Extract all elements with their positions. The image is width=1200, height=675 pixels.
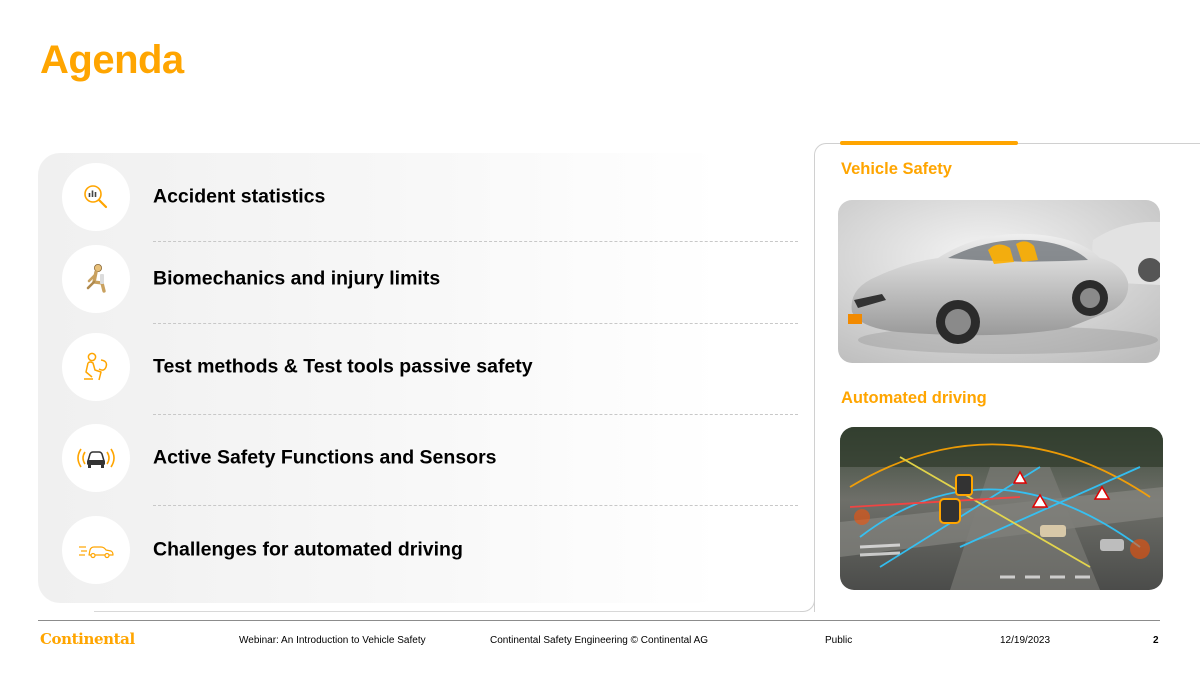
car-sensor-waves-icon — [62, 424, 130, 492]
footer-divider — [38, 620, 1160, 621]
page-number: 2 — [1153, 635, 1159, 646]
section-heading-automated-driving: Automated driving — [841, 389, 987, 407]
agenda-item-label: Biomechanics and injury limits — [153, 267, 441, 290]
divider — [153, 241, 798, 242]
page-title: Agenda — [40, 38, 184, 82]
divider — [153, 505, 798, 506]
agenda-item-label: Active Safety Functions and Sensors — [153, 446, 497, 469]
airbag-occupant-icon — [62, 333, 130, 401]
chart-magnifier-icon — [62, 163, 130, 231]
agenda-item-label: Test methods & Test tools passive safety — [153, 355, 533, 378]
agenda-item-label: Accident statistics — [153, 185, 326, 208]
continental-logo: Continental — [40, 630, 135, 648]
crash-test-car-photo — [838, 200, 1160, 363]
divider — [94, 611, 800, 612]
section-heading-vehicle-safety: Vehicle Safety — [841, 160, 952, 178]
footer-copyright: Continental Safety Engineering © Continental AG — [490, 635, 709, 646]
agenda-item-active-safety[interactable] — [62, 424, 802, 492]
footer-date: 12/19/2023 — [1000, 635, 1051, 646]
agenda-item-automated-driving[interactable] — [62, 516, 802, 584]
agenda-item-label: Challenges for automated driving — [153, 538, 463, 561]
agenda-item-accident-statistics[interactable] — [62, 163, 802, 231]
crash-test-dummy-icon — [62, 245, 130, 313]
moving-car-icon — [62, 516, 130, 584]
smart-intersection-photo — [840, 427, 1163, 590]
footer-webinar-title: Webinar: An Introduction to Vehicle Safety — [239, 635, 426, 646]
agenda-item-biomechanics[interactable] — [62, 245, 802, 313]
accent-bar — [840, 141, 1018, 145]
sidebar-frame-corner — [800, 596, 815, 612]
agenda-item-test-methods[interactable] — [62, 333, 802, 401]
divider — [153, 414, 798, 415]
divider — [153, 323, 798, 324]
footer-classification: Public — [825, 635, 853, 646]
